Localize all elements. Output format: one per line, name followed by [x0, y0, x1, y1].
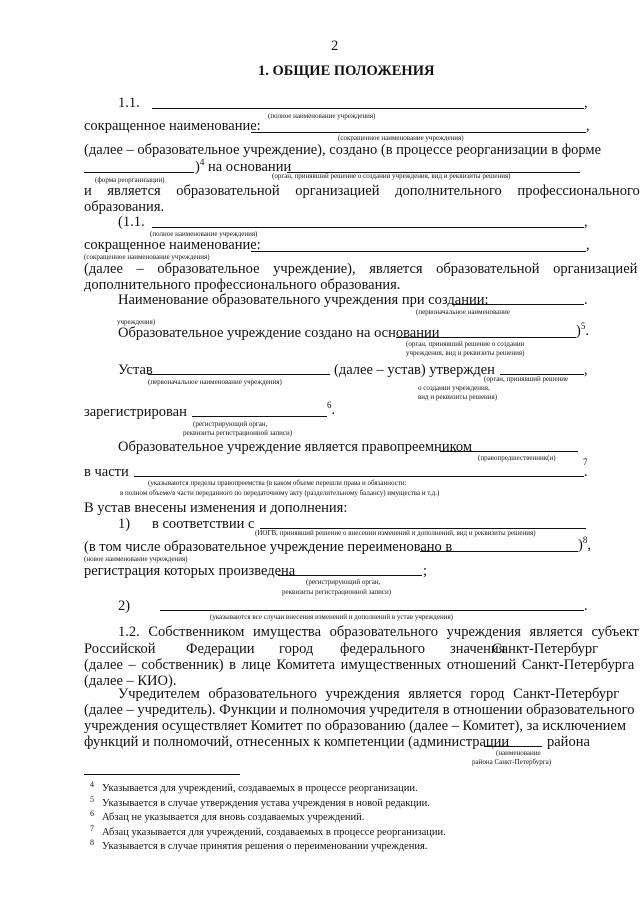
footnote-ref: 7 — [583, 457, 588, 467]
reorg-form-field[interactable] — [84, 172, 194, 173]
page-number: 2 — [331, 38, 339, 54]
hint-charter-organ-1: (орган, принявший решение — [484, 375, 569, 383]
owner-word: Федерации — [186, 641, 255, 657]
founder-line: функций и полномочий, отнесенных к компетенции (администрации — [84, 734, 510, 750]
footnote-number: 8 — [90, 838, 94, 847]
hint-succession-1: (указываются пределы правопреемства (в каком объеме перешли права и обязанности: — [148, 479, 407, 487]
full-name-field-alt[interactable] — [152, 227, 584, 228]
predecessor-field[interactable] — [440, 451, 578, 452]
charter-mid-text: (далее – устав) утвержден — [334, 362, 495, 378]
change-item-number: 1) — [118, 516, 131, 532]
owner-word: Санкт-Петербург — [492, 641, 599, 657]
owner-line: (далее – собственник) в лице Комитета имущественных отношений Санкт-Петербурга — [84, 657, 635, 673]
hint-reg-1: (регистрирующий орган, — [306, 578, 381, 586]
footnote-text: Указывается в случае утверждения устава учреждения в новой редакции. — [102, 797, 430, 809]
footnote-ref: 5 — [580, 321, 586, 332]
successor-text: Образовательное учреждение является правопреемником — [118, 439, 473, 455]
hint-registered-1: (регистрирующий орган, — [193, 420, 268, 428]
full-name-field[interactable] — [152, 108, 584, 109]
creation-name-label: Наименование образовательного учреждения при создании: — [118, 292, 489, 308]
paragraph-line: образования. — [84, 199, 165, 215]
change-item-number: 2) — [118, 598, 131, 614]
hint-succession-2: в полном объеме/в части переданного по передаточному акту (разделительному балансу) имущества и т.д.) — [120, 489, 440, 497]
paragraph-line: дополнительного профессионального образования. — [84, 277, 401, 293]
hint-change-all: (указываются все случаи внесения изменений и дополнений в устав учреждения) — [210, 613, 453, 621]
section-title: 1. ОБЩИЕ ПОЛОЖЕНИЯ — [258, 63, 435, 79]
change-item2-field[interactable] — [160, 610, 584, 611]
in-part-label: в части — [84, 464, 129, 480]
footnote-divider — [84, 774, 240, 775]
registered-field[interactable] — [192, 416, 327, 417]
hint-registered-2: реквизиты регистрационной записи) — [183, 429, 293, 437]
owner-word: Российской — [84, 641, 156, 657]
founder-line: (далее – учредитель). Функции и полномочия учредителя в отношении образовательного — [84, 702, 635, 718]
registered-label: зарегистрирован — [84, 404, 187, 420]
hint-charter-organ-3: вид и реквизиты решения) — [418, 393, 498, 401]
owner-word: значения — [450, 641, 506, 657]
hint-district-1: (наименование — [496, 749, 541, 757]
footnote-number: 5 — [90, 794, 94, 804]
footnote-number: 4 — [90, 780, 94, 789]
short-name-field-alt[interactable] — [251, 251, 586, 252]
in-part-field[interactable] — [134, 476, 584, 477]
paragraph-line: (далее – образовательное учреждение), является образовательной организацией — [84, 261, 638, 277]
founder-line: Учредителем образовательного учреждения является город Санкт-Петербург — [118, 686, 620, 702]
founder-line: учреждения осуществляет Комитет по образованию (далее – Комитет), за исключением — [84, 718, 627, 734]
charter-label: Устав — [118, 362, 153, 378]
hint-short-name-alt: (сокращенное наименование учреждения) — [84, 253, 210, 261]
hint-charter-name: (первоначальное наименование учреждения) — [148, 378, 282, 386]
short-name-field[interactable] — [251, 132, 586, 133]
reg-field[interactable] — [278, 575, 422, 576]
footnote-text: Указывается в случае принятия решения о переименовании учреждения. — [102, 841, 428, 852]
hint-predecessor: (правопредшественник(и) — [478, 454, 556, 462]
founder-district: района — [547, 734, 590, 750]
hint-district-2: района Санкт-Петербурга) — [472, 758, 552, 766]
footnote-ref: 8 — [582, 535, 588, 546]
footnote-ref: 4 — [199, 157, 205, 168]
charter-name-field[interactable] — [148, 374, 330, 375]
new-name-field[interactable] — [420, 551, 578, 552]
hint-full-name: (полное наименование учреждения) — [268, 112, 376, 120]
paragraph-line: (далее – образовательное учреждение), создано (в процессе реорганизации в форме — [84, 142, 602, 158]
founded-basis-field[interactable] — [396, 337, 576, 338]
hint-full-name-alt: (полное наименование учреждения) — [150, 230, 258, 238]
hint-organ: (орган, принявший решение о создании учреждения, вид и реквизиты решения) — [272, 172, 511, 180]
footnote-number: 7 — [90, 823, 94, 833]
changes-intro: В устав внесены изменения и дополнения: — [84, 500, 348, 516]
hint-reorg-form: (форма реорганизации) — [95, 176, 165, 184]
reg-label: регистрация которых произведена — [84, 563, 296, 579]
hint-charter-organ-2: о создании учреждения, — [418, 384, 490, 392]
owner-word: федерального — [340, 641, 425, 657]
hint-new-name: (новое наименование учреждения) — [84, 555, 188, 563]
change-item-text: в соответствии с — [152, 516, 255, 532]
short-name-label-alt: сокращенное наименование: — [84, 237, 261, 253]
hint-short-name: (сокращенное наименование учреждения) — [338, 134, 464, 142]
short-name-label: сокращенное наименование: — [84, 118, 261, 134]
owner-word: город — [279, 641, 314, 657]
hint-reg-2: реквизиты регистрационной записи) — [282, 588, 392, 596]
footnote-text: Абзац не указывается для вновь создаваемых учреждений. — [102, 812, 365, 823]
owner-line: 1.2. Собственником имущества образовательного учреждения является субъект — [118, 624, 639, 640]
owner-line: (далее – КИО). — [84, 673, 177, 689]
district-field[interactable] — [484, 746, 542, 747]
creation-name-field[interactable] — [452, 304, 584, 305]
founded-text: Образовательное учреждение создано на основании — [118, 325, 440, 341]
hint-change-decision: (ИОГВ, принявший решение о внесении изменений и дополнений, вид и реквизиты решения) — [255, 529, 536, 537]
footnote-text: Абзац указывается для учреждений, создаваемых в процессе реорганизации. — [102, 826, 446, 838]
hint-founded-2: учреждения, вид и реквизиты решения) — [406, 349, 525, 357]
footnote-text: Указывается для учреждений, создаваемых в процессе реорганизации. — [102, 783, 418, 794]
on-basis-text: на основании — [207, 159, 292, 175]
hint-founded-1: (орган, принявший решение о создании — [406, 340, 525, 348]
clause-number-alt: (1.1. — [118, 214, 145, 230]
footnote-ref: 6 — [327, 400, 332, 411]
clause-number: 1.1. — [118, 95, 140, 111]
footnote-number: 6 — [90, 809, 94, 818]
hint-initial-name: (первоначальное наименование — [416, 308, 510, 316]
paragraph-line: и является образовательной организацией дополнительного профессионального — [84, 183, 640, 199]
renamed-text: (в том числе образовательное учреждение переименовано в — [84, 539, 453, 555]
hint-initial-name-cont: учреждения) — [117, 318, 156, 326]
